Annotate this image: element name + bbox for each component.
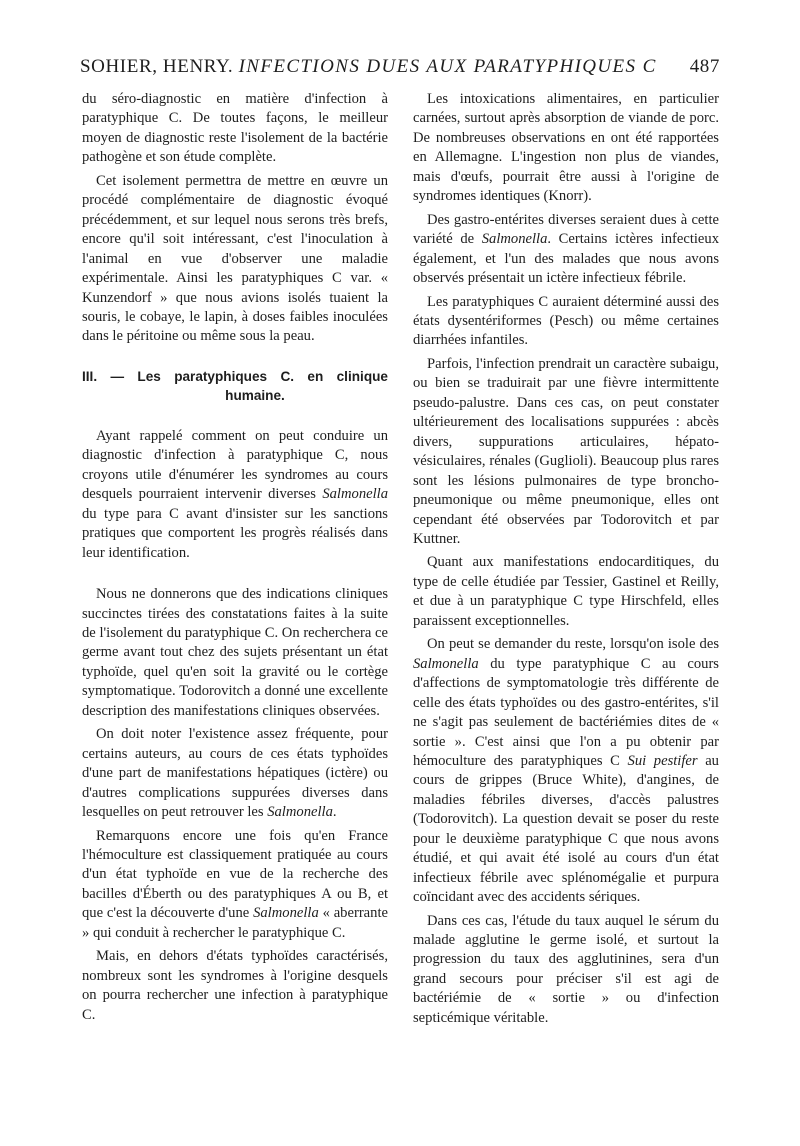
text-run: Ayant rappelé comment on peut conduire un diagnostic d'infection à paratyphique C, nous croyons utile d'énumérer les syndromes au cours desquels pourraient intervenir diverses bbox=[82, 427, 388, 503]
header-authors: SOHIER, HENRY. bbox=[80, 56, 234, 77]
page-number: 487 bbox=[689, 56, 720, 77]
paragraph: Quant aux manifestations endocarditiques, du type de celle étudiée par Tessier, Gastinel et Reilly, et due à un paratyphique C type Hirschfeld, elles paraissent exceptionnelles. bbox=[413, 554, 719, 629]
italic-term: Salmonella bbox=[253, 905, 319, 922]
text-run: du type paratyphique C au cours d'affections de symptomatologie très différente de celle des états typhoïdes ou des gastro-entérites, s'il ne s'agit pas seulement de bactériémies dites de « sortie ». C'est ainsi que l'on a pu obtenir par hémoculture des paratyphiques C bbox=[413, 655, 719, 769]
paragraph bbox=[82, 427, 388, 563]
paragraph: du séro-diagnostic en matière d'infection à paratyphique C. De toutes façons, le meilleur moyen de diagnostic reste l'isolement de la bactérie pathogène et son étude complète. bbox=[82, 91, 388, 166]
paragraph: Mais, en dehors d'états typhoïdes caractérisés, nombreux sont les syndromes à l'origine desquels on pourra rechercher une infection à paratyphique C. bbox=[82, 948, 388, 1023]
paragraph: Parfois, l'infection prendrait un caractère subaigu, ou bien se traduirait par une fièvre intermittente pseudo-palustre. Dans ces cas, on peut constater ultérieurement des localisations suppurées : abcès divers, suppurations articulaires, hépato-vésiculaires, rénales (Guglioli). Beaucoup plus rares sont les lésions pulmonaires de type broncho-pneumonique ou même pneumonique, elles ont cependant été observées par Todorovitch et par Kuttner. bbox=[413, 355, 719, 547]
text-run: Des gastro-entérites diverses seraient dues à cette variété de bbox=[413, 211, 719, 248]
paragraph bbox=[413, 211, 719, 289]
text-run: au cours de grippes (Bruce White), d'angines, de maladies fébriles diverses, d'accès palustres (Todorovitch). La question devait se poser du reste pour le deuxième paratyphique C que nous avons étudié, et qui avait été isolé au cours d'un état infectieux fébrile avec splénomégalie et purpura coïncidant avec des accidents sériques. bbox=[413, 752, 719, 906]
paragraph: Les paratyphiques C auraient déterminé aussi des états dysentériformes (Pesch) ou même certaines diarrhées infantiles. bbox=[413, 293, 719, 349]
section-heading-line: humaine. bbox=[225, 387, 285, 403]
section-heading-line: III. — Les paratyphiques C. en clinique bbox=[82, 368, 388, 384]
paragraph: Cet isolement permettra de mettre en œuvre un procédé complémentaire de diagnostic évoqué précédemment, et sur lequel nous serons très brefs, encore qu'il soit intéressant, c'est l'inoculation à l'animal en vue d'observer une maladie expérimentale. Ainsi les paratyphiques C var. « Kunzendorf » que nous avions isolés tuaient la souris, le cobaye, le lapin, à doses faibles inoculées dans le péritoine ou même sous la peau. bbox=[82, 172, 388, 345]
text-run: On doit noter l'existence assez fréquente, pour certains auteurs, au cours de ces états typhoïdes d'une part de manifestations hépatiques (ictère) ou d'autres complications suppurées diverses dans lesquelles on peut retrouver les bbox=[82, 726, 388, 821]
paragraph: Nous ne donnerons que des indications cliniques succinctes tirées des constatations faites à la suite de l'isolement du paratyphique C. On recherchera ce germe avant tout chez des sujets présentant un état typhoïde, quel qu'en soit la gravité ou le cortège symptomatique. Todorovitch a donné une excellente description des manifestations cliniques observées. bbox=[82, 586, 388, 719]
paragraph bbox=[82, 827, 388, 944]
text-run: « aberrante » qui conduit à rechercher le paratyphique C. bbox=[82, 905, 388, 941]
italic-term: Salmonella bbox=[322, 486, 388, 503]
running-header bbox=[80, 56, 720, 78]
italic-term: Salmonella bbox=[267, 804, 333, 821]
paragraph: Les intoxications alimentaires, en particulier carnées, surtout après absorption de viande de porc. De nombreuses observations en ont été rapportées en Allemagne. L'ingestion non plus de viandes, mais d'œufs, pourrait être aussi à l'origine de syndromes identiques (Knorr). bbox=[413, 91, 719, 205]
text-run: Remarquons encore une fois qu'en France l'hémoculture est classiquement pratiquée au cours d'un état typhoïde en vue de la recherche des bacilles d'Éberth ou des paratyphiques A ou B, et que c'est la découverte d'une bbox=[82, 827, 388, 922]
left-column bbox=[82, 90, 388, 1029]
italic-term: Salmonella bbox=[481, 231, 548, 248]
text-run: du type para C avant d'insister sur les sanctions pratiques que comportent les progrès réalisés dans leur identification. bbox=[82, 505, 388, 561]
italic-term: Salmonella bbox=[413, 655, 479, 672]
text-run: . bbox=[332, 804, 337, 821]
section-heading bbox=[82, 367, 388, 405]
text-run: . Certains ictères infectieux également, et l'un des malades que nous avons observés présentait un ictère infectieux fébrile. bbox=[413, 231, 719, 287]
header-title: INFECTIONS DUES AUX PARATYPHIQUES C bbox=[238, 56, 657, 77]
right-column bbox=[413, 90, 719, 1032]
paragraph: Dans ces cas, l'étude du taux auquel le sérum du malade agglutine le germe isolé, et surtout la progression du taux des agglutinines, sera d'un grand secours pour préciser s'il est agi de bactériémie de « sortie » ou d'infection septicémique véritable. bbox=[413, 912, 719, 1026]
paragraph bbox=[82, 725, 388, 822]
text-run: On peut se demander du reste, lorsqu'on isole des bbox=[427, 636, 719, 653]
paragraph bbox=[413, 635, 719, 907]
italic-term: Sui pestifer bbox=[627, 752, 698, 769]
